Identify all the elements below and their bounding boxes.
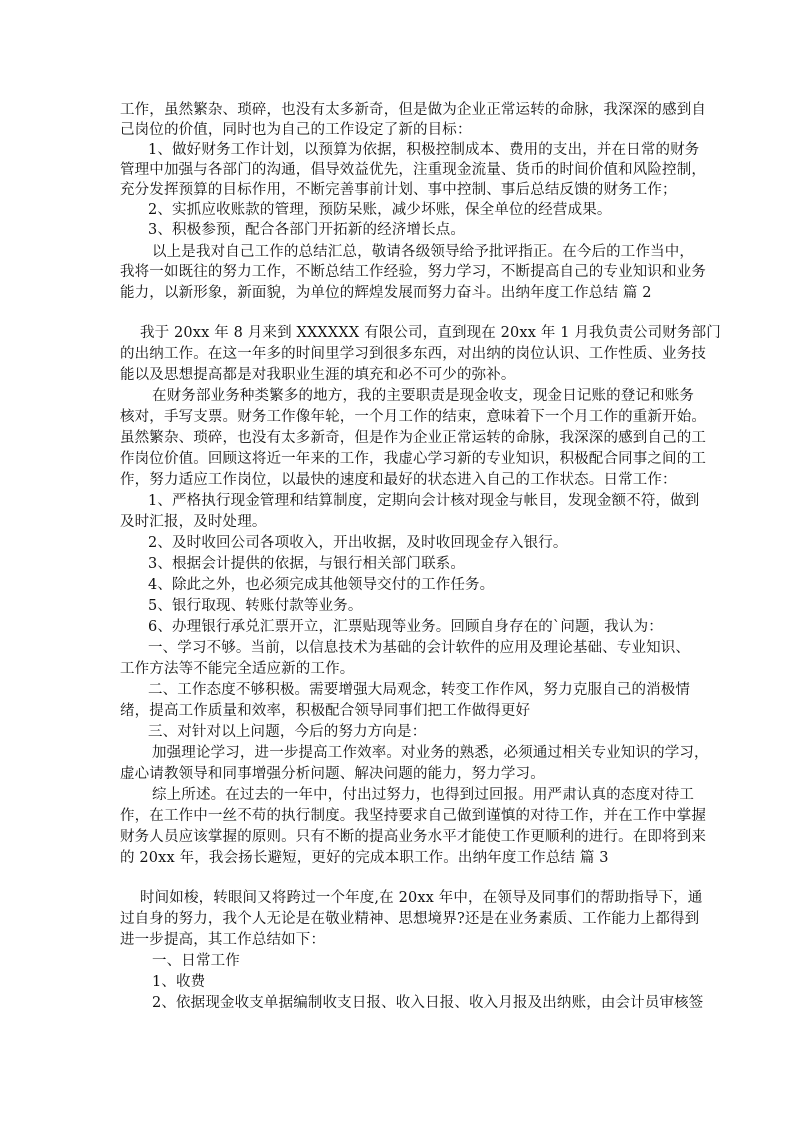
text-line: 绪，提高工作质量和效率，积极配合领导同事们把工作做得更好 [120,703,531,719]
list-item: 5、银行取现、转账付款等业务。 [148,598,363,614]
section-spacer [0,868,794,888]
text-line: 及时汇报，及时处理。 [120,514,267,530]
text-line: 财务人员应该掌握的原则。只有不断的提高业务水平才能使工作更顺利的进行。在即将到来 [120,829,706,845]
section-spacer [0,303,794,323]
paragraph-start: 我于 20xx 年 8 月来到 XXXXXX 有限公司，直到现在 20xx 年 1 月我负责公司财务部门 [140,325,721,341]
text-line: 己岗位的价值，同时也为自己的工作设定了新的目标： [120,122,472,138]
text-line: 作，在工作中一丝不苟的执行制度。我坚持要求自己做到谨慎的对待工作，并在工作中掌握 [120,808,706,824]
list-item: 1、严格执行现金管理和结算制度，定期向会计核对现金与帐目，发现金额不符，做到 [148,493,700,509]
text-line: 作，努力适应工作岗位，以最快的速度和最好的状态进入自己的工作状态。日常工作： [120,472,677,488]
text-line: 核对，手写支票。财务工作像年轮，一个月工作的结束，意味着下一个月工作的重新开始。 [120,409,706,425]
list-item: 2、实抓应收账款的管理，预防呆账，减少坏账，保全单位的经营成果。 [148,202,612,218]
text-line: 进一步提高，其工作总结如下： [120,932,326,948]
list-item: 三、对针对以上问题，今后的努力方向是： [148,724,427,740]
paragraph-start: 综上所述。在过去的一年中，付出过努力，也得到过回报。用严肃认真的态度对待工 [152,787,695,803]
text-line: 的出纳工作。在这一年多的时间里学习到很多东西，对出纳的岗位认识、工作性质、业务技 [120,346,706,362]
section-heading-line: 的 20xx 年，我会扬长避短，更好的完成本职工作。出纳年度工作总结 篇 3 [120,850,609,866]
list-item: 6、办理银行承兑汇票开立，汇票贴现等业务。回顾自身存在的`问题，我认为： [148,619,663,635]
text-line: 我将一如既往的努力工作，不断总结工作经验，努力学习，不断提高自己的专业知识和业务 [120,264,706,280]
list-item: 2、及时收回公司各项收入，开出收据，及时收回现金存入银行。 [148,535,568,551]
subheading: 一、日常工作 [152,953,240,969]
list-item: 一、学习不够。当前，以信息技术为基础的会计软件的应用及理论基础、专业知识、 [148,640,691,656]
list-item: 3、根据会计提供的依据，与银行相关部门联系。 [148,556,466,572]
paragraph-start: 在财务部业务种类繁多的地方，我的主要职责是现金收支，现金日记账的登记和账务 [152,388,695,404]
list-item: 2、依据现金收支单据编制收支日报、收入日报、收入月报及出纳账，由会计员审核签 [152,995,704,1011]
text-line: 管理中加强与各部门的沟通，倡导效益优先，注重现金流量、货币的时间价值和风险控制， [120,162,706,178]
paragraph-start: 加强理论学习，进一步提高工作效率。对业务的熟悉，必须通过相关专业知识的学习， [152,745,709,761]
text-line: 充分发挥预算的目标作用，不断完善事前计划、事中控制、事后总结反馈的财务工作； [120,182,677,198]
text-line: 能以及思想提高都是对我职业生涯的填充和必不可少的弥补。 [120,367,516,383]
paragraph-start: 以上是我对自己工作的总结汇总，敬请各级领导给予批评指正。在今后的工作当中， [152,244,695,260]
section-heading-line: 能力，以新形象，新面貌，为单位的辉煌发展而努力奋斗。出纳年度工作总结 篇 2 [120,285,652,301]
list-item: 1、收费 [152,974,206,990]
text-line: 虽然繁杂、琐碎，也没有太多新奇，但是作为企业正常运转的命脉，我深深的感到自己的工 [120,430,706,446]
text-line: 虚心请教领导和同事增强分析问题、解决问题的能力，努力学习。 [120,766,545,782]
text-line: 过自身的努力，我个人无论是在敬业精神、思想境界?还是在业务素质、工作能力上都得到 [120,911,700,927]
list-item: 二、工作态度不够积极。需要增强大局观念，转变工作作风，努力克服自己的消极情 [148,682,691,698]
text-line: 工作，虽然繁杂、琐碎，也没有太多新奇，但是做为企业正常运转的命脉，我深深的感到自 [120,102,706,118]
text-line: 作岗位价值。回顾这将近一年来的工作，我虚心学习新的专业知识，积极配合同事之间的工 [120,451,706,467]
text-line: 工作方法等不能完全适应新的工作。 [120,661,355,677]
list-item: 1、做好财务工作计划，以预算为依据，积极控制成本、费用的支出，并在日常的财务 [148,142,700,158]
list-item: 3、积极参预，配合各部门开拓新的经济增长点。 [148,222,466,238]
paragraph-start: 时间如梭，转眼间又将跨过一个年度,在 20xx 年中，在领导及同事们的帮助指导下，通 [140,890,703,906]
list-item: 4、除此之外，也必须完成其他领导交付的工作任务。 [148,577,495,593]
